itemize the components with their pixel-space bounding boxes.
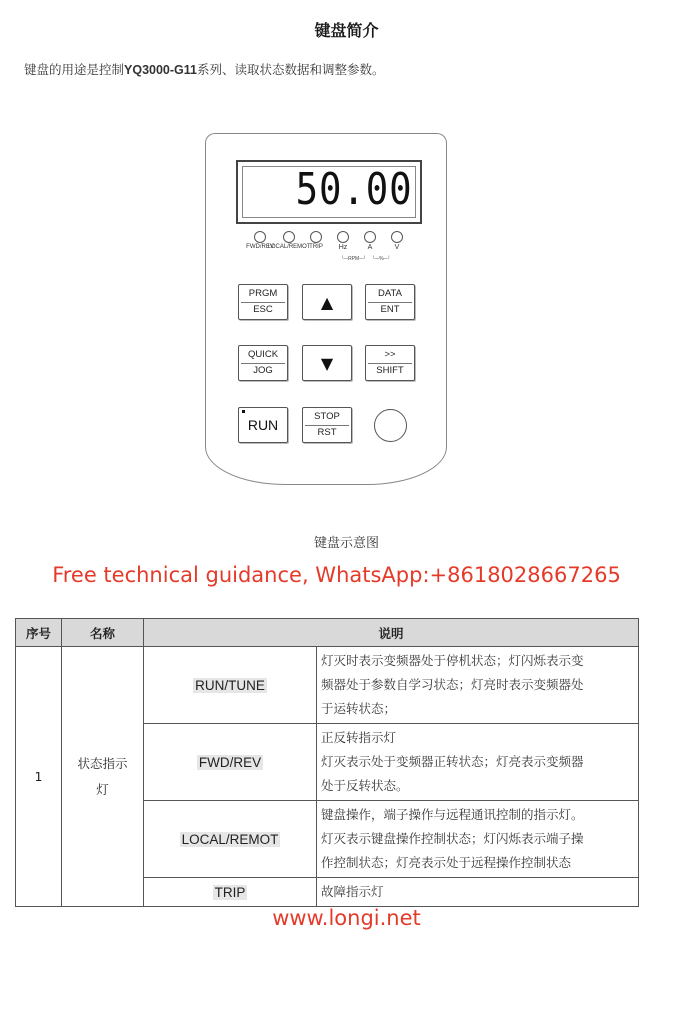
led-label-fwd-rev: FWD/REV (246, 244, 274, 250)
led-indicators (246, 231, 416, 271)
led-v (391, 231, 403, 243)
key-trip: TRIP (144, 878, 317, 907)
down-arrow-icon: ▼ (320, 353, 334, 373)
potentiometer-knob[interactable] (374, 409, 407, 442)
prgm-esc-button[interactable]: PRGM ESC (238, 284, 288, 320)
led-trip (310, 231, 322, 243)
figure-caption: 键盘示意图 (313, 536, 379, 551)
display-value: 50.00 (295, 164, 412, 215)
run-button[interactable]: RUN (238, 407, 288, 443)
row-name: 状态指示灯 (62, 647, 144, 907)
key-fwd-rev: FWD/REV (144, 724, 317, 801)
watermark-whatsapp: Free technical guidance, WhatsApp:+8618028667265 (52, 563, 621, 587)
led-label-local-remot: LOCAL/REMOT (267, 244, 311, 250)
intro-text (24, 60, 385, 78)
led-label-hz: Hz (338, 244, 348, 251)
desc-trip: 故障指示灯 (317, 878, 639, 907)
keypad-panel (205, 133, 447, 485)
down-button[interactable] (302, 345, 352, 381)
page-title: 键盘简介 (314, 21, 379, 40)
run-led-icon (242, 410, 245, 413)
led-table (15, 618, 639, 907)
led-fwd-rev (254, 231, 266, 243)
row-number: 1 (16, 647, 62, 907)
quick-jog-button[interactable]: QUICK JOG (238, 345, 288, 381)
intro-prefix: 键盘的用途是控制 (24, 62, 125, 77)
led-label-v: V (394, 244, 400, 251)
percent-bracket: └─%─┘ (372, 256, 391, 262)
led-a (364, 231, 376, 243)
led-hz (337, 231, 349, 243)
header-desc: 说明 (144, 619, 639, 647)
intro-model: YQ3000-G11 (124, 63, 197, 77)
key-local-remot: LOCAL/REMOT (144, 801, 317, 878)
desc-fwd-rev: 正反转指示灯 灯灭表示处于变频器正转状态；灯亮表示变频器 处于反转状态。 (317, 724, 639, 801)
intro-suffix: 系列、读取状态数据和调整参数。 (196, 62, 385, 77)
desc-run-tune: 灯灭时表示变频器处于停机状态；灯闪烁表示变 频器处于参数自学习状态；灯亮时表示变频器处 于运转状态； (317, 647, 639, 724)
lcd-display (236, 160, 422, 224)
led-label-trip: TRIP (309, 244, 323, 250)
header-no: 序号 (16, 619, 62, 647)
watermark-website: www.longi.net (272, 906, 421, 930)
rpm-bracket: └─RPM─┘ (341, 256, 367, 262)
desc-local-remot: 键盘操作，端子操作与远程通讯控制的指示灯。 灯灭表示键盘操作控制状态；灯闪烁表示端子操 作控制状态；灯亮表示处于远程操作控制状态 (317, 801, 639, 878)
up-arrow-icon: ▲ (320, 292, 334, 312)
led-local-remot (283, 231, 295, 243)
table-row (16, 647, 639, 724)
header-name: 名称 (62, 619, 144, 647)
stop-rst-button[interactable]: STOP RST (302, 407, 352, 443)
key-run-tune: RUN/TUNE (144, 647, 317, 724)
shift-button[interactable]: >> SHIFT (365, 345, 415, 381)
up-button[interactable] (302, 284, 352, 320)
data-ent-button[interactable]: DATA ENT (365, 284, 415, 320)
led-label-a: A (367, 244, 373, 251)
